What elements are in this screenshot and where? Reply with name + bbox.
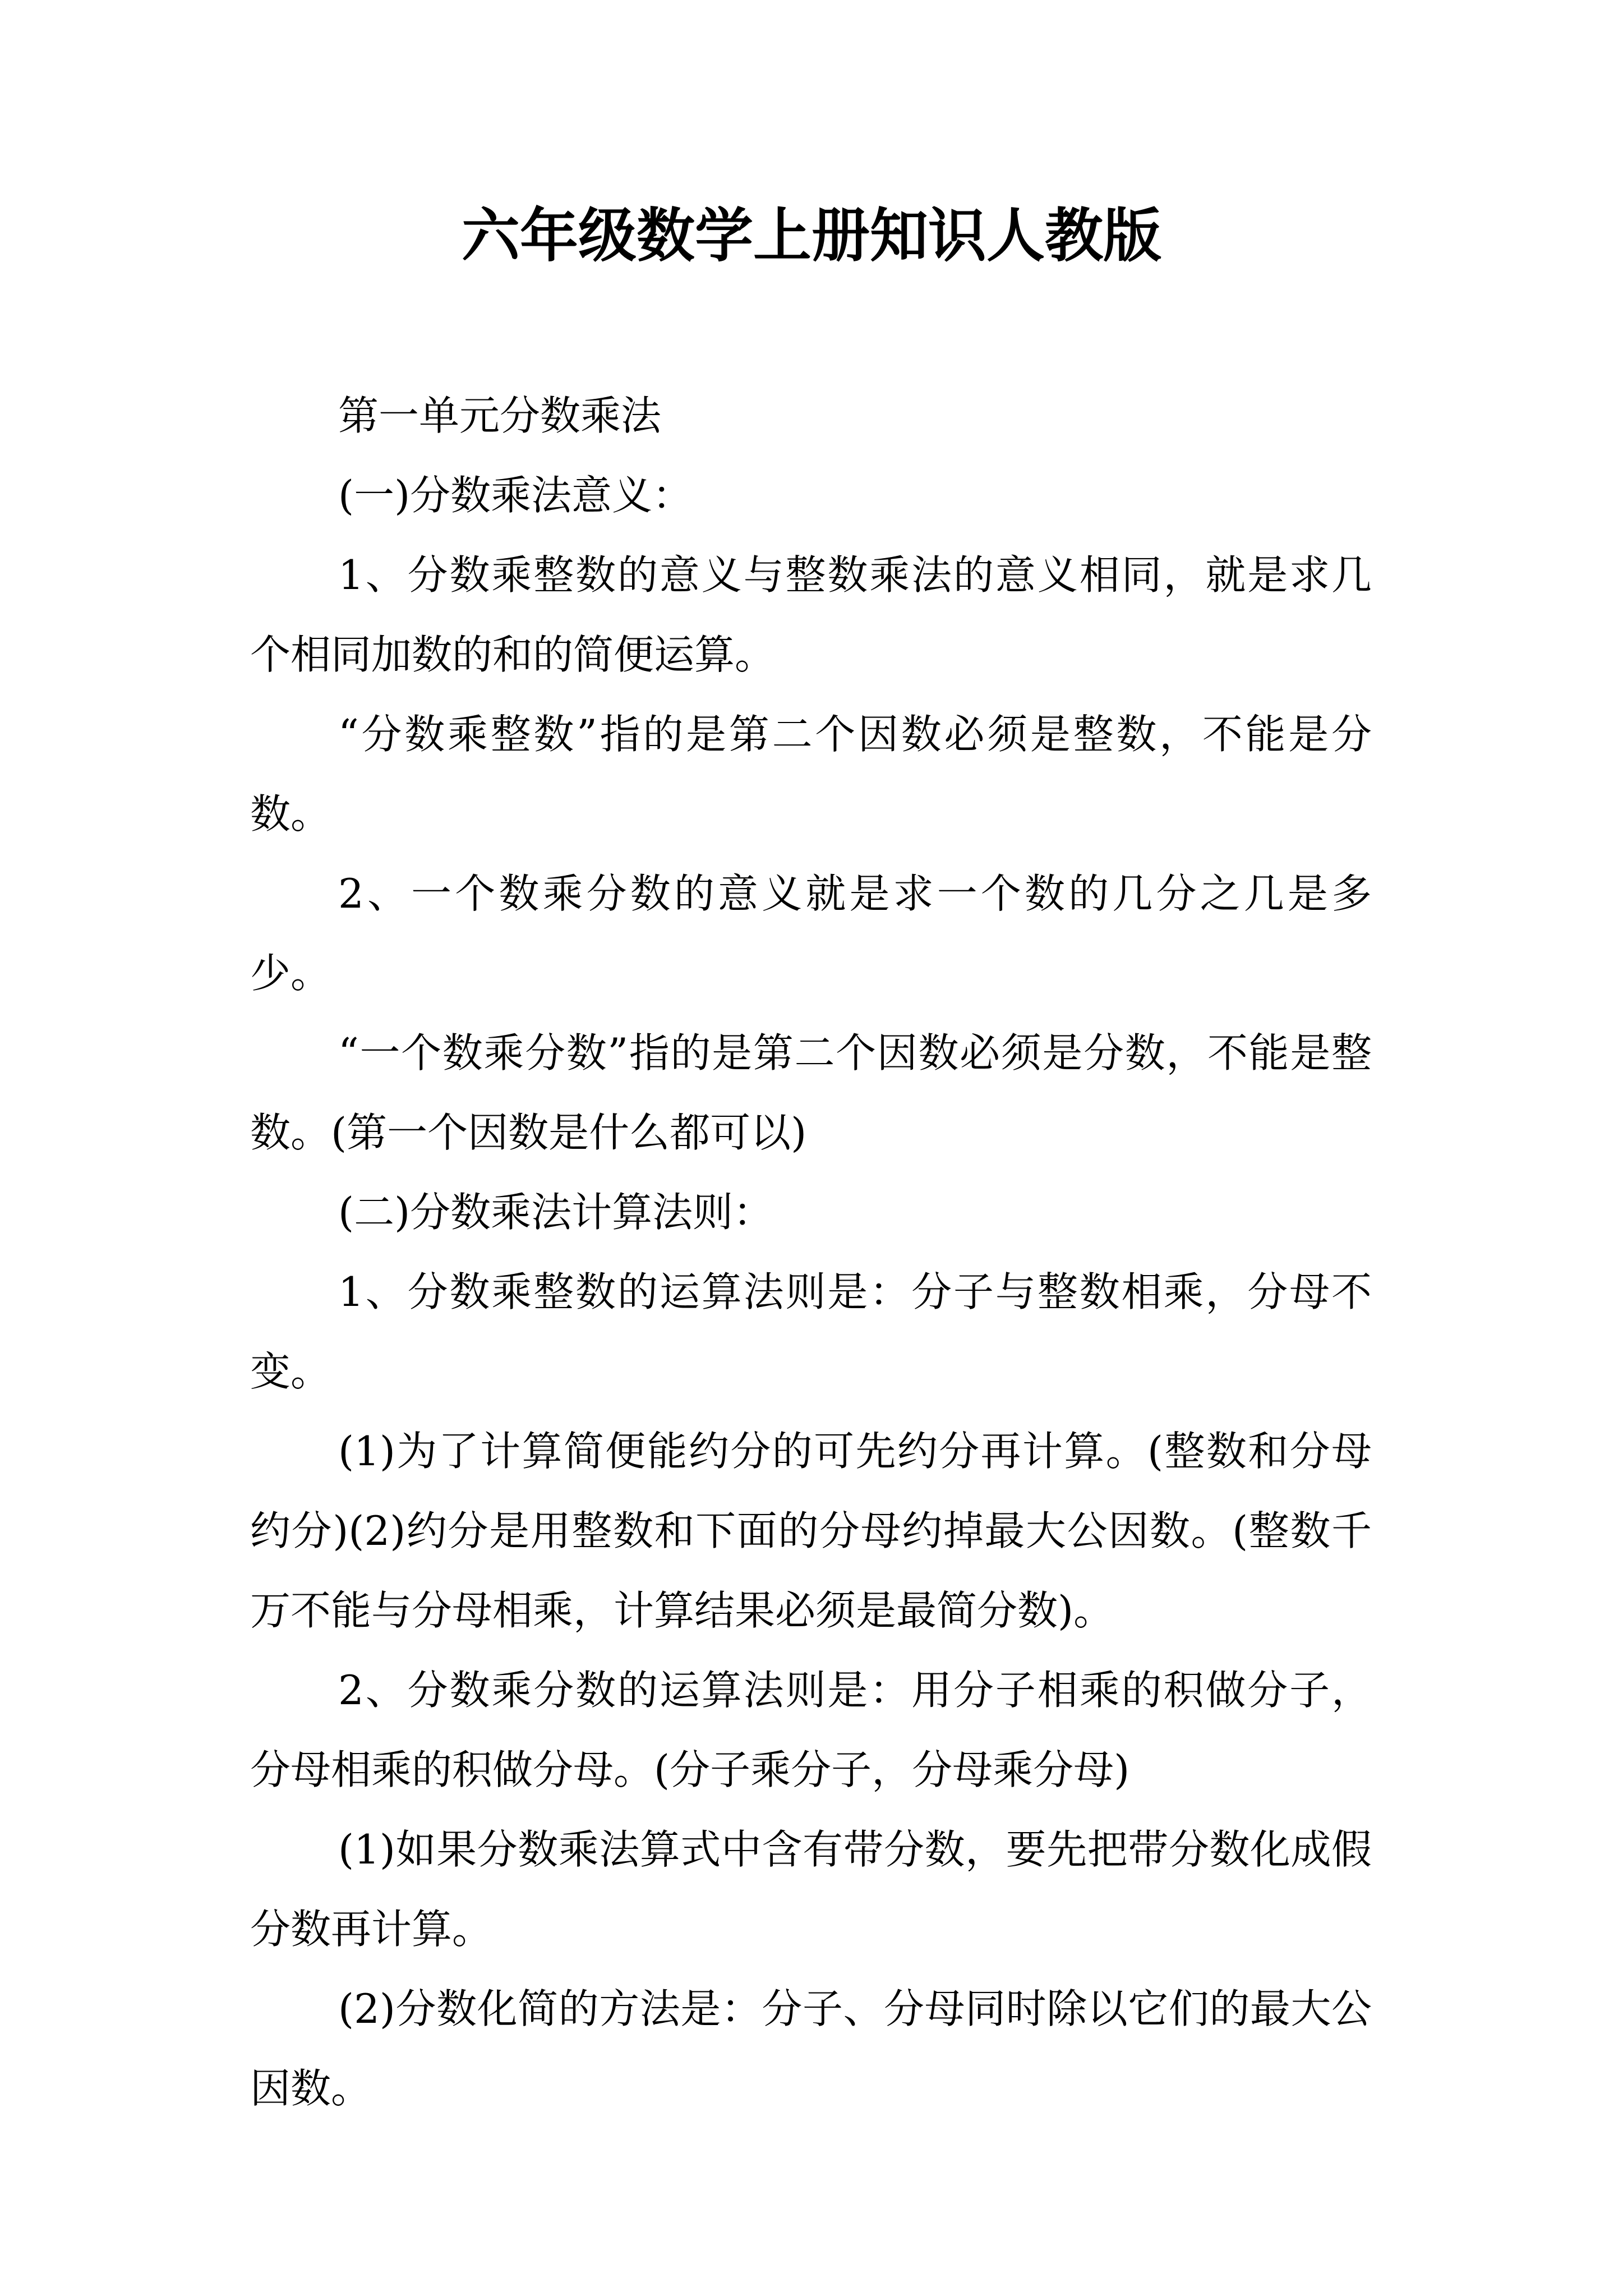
document-body: [250, 376, 1372, 2128]
paragraph: 2、一个数乘分数的意义就是求一个数的几分之几是多少。: [250, 870, 1372, 997]
section-heading-meaning: (一)分数乘法意义：: [338, 472, 693, 519]
paragraph: (1)如果分数乘法算式中含有带分数，要先把带分数化成假分数再计算。: [250, 1826, 1372, 1953]
unit-heading: 第一单元分数乘法: [338, 392, 662, 439]
paragraph: 1、分数乘整数的意义与整数乘法的意义相同，就是求几个相同加数的和的简便运算。: [250, 551, 1372, 678]
paragraph: 2、分数乘分数的运算法则是：用分子相乘的积做分子，分母相乘的积做分母。(分子乘分子，分母乘分母): [250, 1667, 1372, 1793]
paragraph: “分数乘整数”指的是第二个因数必须是整数，不能是分数。: [250, 711, 1372, 838]
paragraph: (2)分数化简的方法是：分子、分母同时除以它们的最大公因数。: [250, 1985, 1372, 2112]
paragraph: 1、分数乘整数的运算法则是：分子与整数相乘，分母不变。: [250, 1268, 1372, 1395]
document-title: 六年级数学上册知识人教版: [461, 201, 1161, 270]
paragraph: “一个数乘分数”指的是第二个因数必须是分数，不能是整数。(第一个因数是什么都可以): [250, 1029, 1372, 1156]
paragraph: (1)为了计算简便能约分的可先约分再计算。(整数和分母约分)(2)约分是用整数和下面的分母约掉最大公因数。(整数千万不能与分母相乘，计算结果必须是最简分数)。: [250, 1428, 1372, 1634]
section-heading-rules: (二)分数乘法计算法则：: [338, 1189, 774, 1236]
